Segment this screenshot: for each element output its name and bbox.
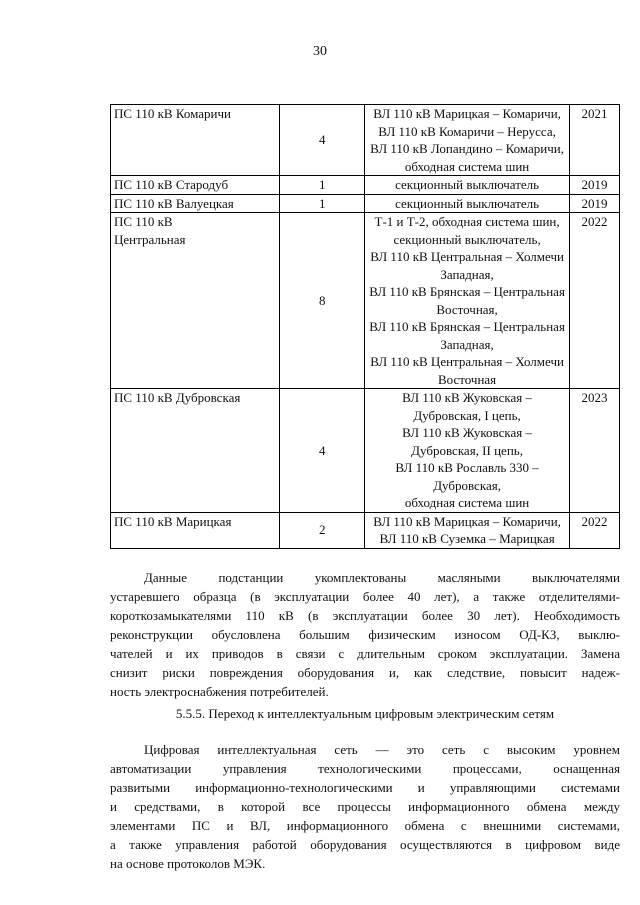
works-line: ВЛ 110 кВ Суземка – Марицкая bbox=[379, 531, 555, 546]
works-cell bbox=[365, 194, 570, 213]
works-line: обходная система шин bbox=[404, 495, 530, 510]
works-cell bbox=[365, 213, 570, 389]
paragraph-line: автоматизации управления технологическими процессами, оснащенная bbox=[110, 761, 620, 776]
works-cell bbox=[365, 105, 570, 176]
works-line: секционный выключатель bbox=[395, 195, 540, 211]
works-line: Дубровская, I цепь, bbox=[413, 407, 521, 423]
paragraph-line: на основе протоколов МЭК. bbox=[110, 856, 266, 871]
substation-cell bbox=[111, 512, 280, 548]
works-line: ВЛ 110 кВ Брянская – Центральная bbox=[369, 284, 565, 299]
works-line: ВЛ 110 кВ Марицкая – Комаричи, bbox=[373, 106, 561, 121]
paragraph-line: реконструкции обусловлена большим физическим износом ОД-КЗ, выклю- bbox=[110, 627, 620, 642]
table-row bbox=[111, 176, 620, 195]
year-cell: 2021 bbox=[570, 105, 620, 176]
paragraph-line: элементами ПС и ВЛ, информационного обмена с внешними системами, bbox=[110, 818, 620, 833]
paragraph-digital-grid bbox=[110, 740, 620, 873]
paragraph-line: короткозамыкателями 110 кВ (в эксплуатации более 30 лет). Необходимость bbox=[110, 608, 620, 623]
paragraph-line: снизит риски повреждения оборудования и, как следствие, повысит надеж- bbox=[110, 665, 620, 680]
works-line: ВЛ 110 кВ Лопандино – Комаричи, bbox=[370, 141, 564, 156]
year-cell: 2022 bbox=[570, 213, 620, 389]
substation-cell bbox=[111, 213, 280, 389]
works-line: ВЛ 110 кВ Центральная – Холмечи bbox=[370, 354, 564, 369]
works-line: секционный выключатель bbox=[395, 177, 540, 192]
count-cell: 1 bbox=[280, 176, 365, 195]
table-row bbox=[111, 105, 620, 176]
count-cell: 4 bbox=[280, 389, 365, 513]
paragraph-line: и средствами, в которой все процессы информационного обмена между bbox=[110, 799, 620, 814]
works-line: ВЛ 110 кВ Жуковская – bbox=[402, 390, 532, 405]
paragraph-line: чателей и их приводов в связи с длительным сроком эксплуатации. Замена bbox=[110, 646, 620, 661]
works-line: секционный выключатель, bbox=[393, 231, 541, 247]
works-cell bbox=[365, 176, 570, 195]
works-line: ВЛ 110 кВ Марицкая – Комаричи, bbox=[373, 513, 561, 529]
paragraph-line: Цифровая интеллектуальная сеть — это сеть с высоким уровнем bbox=[144, 742, 620, 757]
substation-name-line: ПС 110 кВ Дубровская bbox=[114, 390, 241, 405]
substation-cell bbox=[111, 389, 280, 513]
table-row bbox=[111, 194, 620, 213]
works-line: Т-1 и Т-2, обходная система шин, bbox=[374, 214, 560, 229]
works-cell bbox=[365, 512, 570, 548]
works-line: Дубровская, bbox=[433, 477, 501, 493]
substation-cell bbox=[111, 105, 280, 176]
works-line: Восточная bbox=[437, 371, 497, 387]
works-line: ВЛ 110 кВ Жуковская – bbox=[402, 425, 532, 440]
reconstruction-table bbox=[110, 104, 620, 549]
count-cell: 8 bbox=[280, 213, 365, 389]
year-cell: 2023 bbox=[570, 389, 620, 513]
paragraph-line: Данные подстанции укомплектованы масляными выключателями bbox=[144, 570, 620, 585]
substation-name-line: ПС 110 кВ Марицкая bbox=[114, 513, 232, 529]
year-cell: 2019 bbox=[570, 176, 620, 195]
substation-name-line: ПС 110 кВ Стародуб bbox=[114, 177, 229, 192]
count-cell: 2 bbox=[280, 512, 365, 548]
paragraph-line: развитыми информационно-технологическими и управляющими системами bbox=[110, 780, 620, 795]
works-line: ВЛ 110 кВ Брянская – Центральная bbox=[369, 319, 565, 334]
paragraph-line: ность электроснабжения потребителей. bbox=[110, 684, 329, 699]
year-cell: 2022 bbox=[570, 512, 620, 548]
count-cell: 4 bbox=[280, 105, 365, 176]
count-cell: 1 bbox=[280, 194, 365, 213]
works-cell bbox=[365, 389, 570, 513]
substation-cell bbox=[111, 176, 280, 195]
substation-name-line: ПС 110 кВ Валуецкая bbox=[114, 195, 234, 211]
works-line: Дубровская, II цепь, bbox=[411, 442, 523, 458]
year-cell: 2019 bbox=[570, 194, 620, 213]
works-line: ВЛ 110 кВ Центральная – Холмечи bbox=[370, 249, 564, 264]
paragraph-equipment-condition bbox=[110, 568, 620, 701]
table-row bbox=[111, 213, 620, 389]
paragraph-line: а также управления работой оборудования осуществляются в цифровом виде bbox=[110, 837, 620, 852]
works-line: ВЛ 110 кВ Рославль 330 – bbox=[395, 460, 539, 475]
paragraph-line: устаревшего образца (в эксплуатации более 40 лет), а также отделителями- bbox=[110, 589, 620, 604]
page-number: 30 bbox=[313, 44, 327, 59]
substation-name-line: ПС 110 кВ bbox=[114, 214, 173, 229]
substation-cell bbox=[111, 194, 280, 213]
works-line: Восточная, bbox=[436, 301, 498, 317]
works-line: Западная, bbox=[440, 336, 494, 352]
substation-name-line: Центральная bbox=[114, 231, 186, 247]
works-line: Западная, bbox=[440, 266, 494, 282]
substation-name-line: ПС 110 кВ Комаричи bbox=[114, 106, 231, 121]
section-heading: 5.5.5. Переход к интеллектуальным цифровым электрическим сетям bbox=[175, 706, 555, 721]
table-body bbox=[111, 105, 620, 549]
table-row bbox=[111, 389, 620, 513]
works-line: обходная система шин bbox=[404, 158, 530, 174]
table-row bbox=[111, 512, 620, 548]
works-line: ВЛ 110 кВ Комаричи – Нерусса, bbox=[378, 123, 556, 139]
